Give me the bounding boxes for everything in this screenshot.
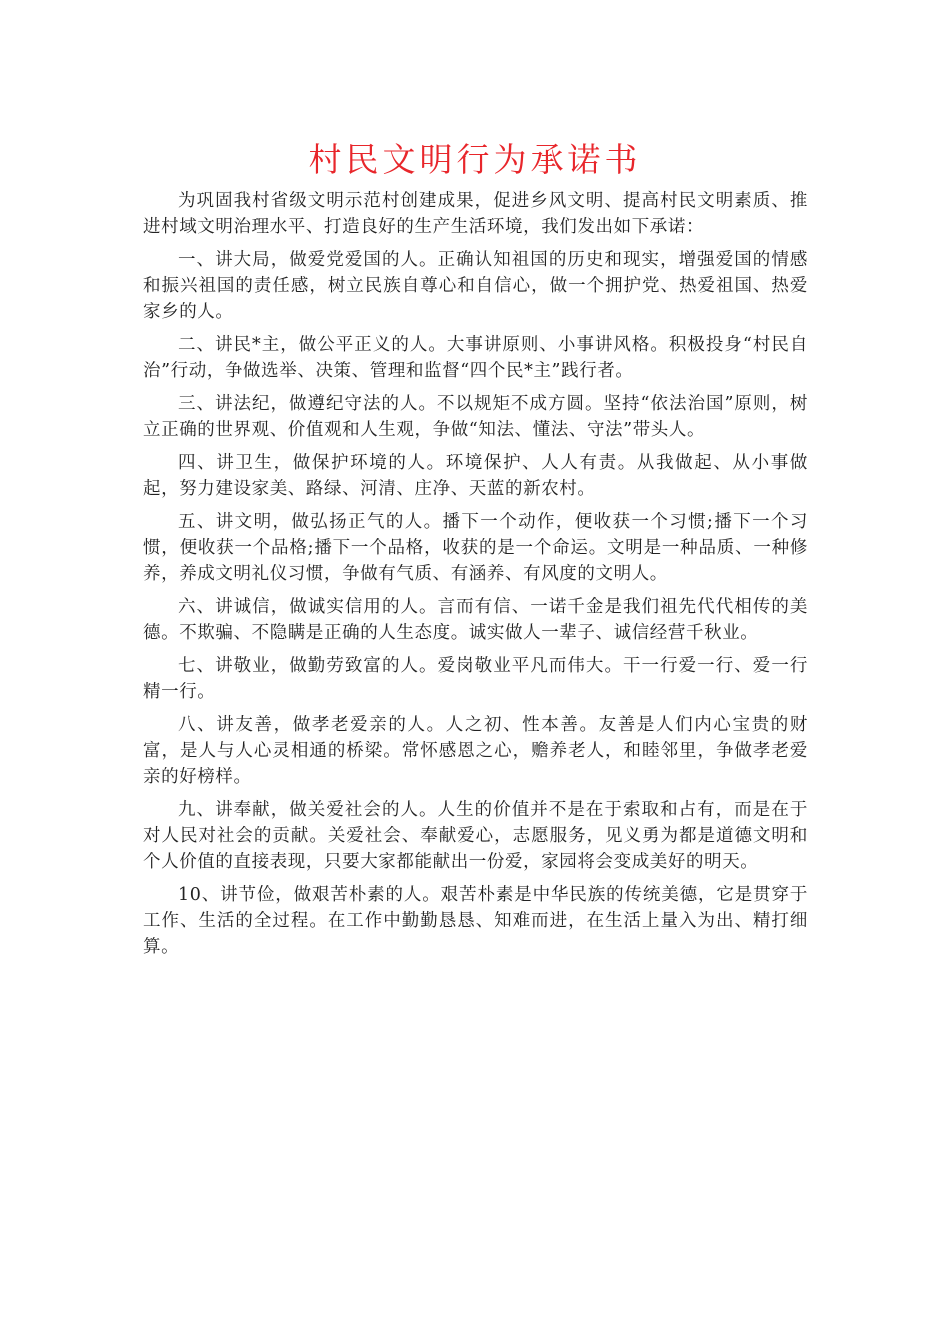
paragraph-pledge-2: 二、讲民*主，做公平正义的人。大事讲原则、小事讲风格。积极投身“村民自治”行动，争做选举、决策、管理和监督“四个民*主”践行者。: [143, 335, 808, 381]
paragraph-pledge-4: 四、讲卫生，做保护环境的人。环境保护、人人有责。从我做起、从小事做起，努力建设家美、路绿、河清、庄净、天蓝的新农村。: [143, 453, 808, 499]
paragraph-pledge-1: 一、讲大局，做爱党爱国的人。正确认知祖国的历史和现实，增强爱国的情感和振兴祖国的责任感，树立民族自尊心和自信心，做一个拥护党、热爱祖国、热爱家乡的人。: [143, 250, 808, 322]
document-body: [143, 188, 808, 967]
paragraph-pledge-6: 六、讲诚信，做诚实信用的人。言而有信、一诺千金是我们祖先代代相传的美德。不欺骗、不隐瞒是正确的人生态度。诚实做人一辈子、诚信经营千秋业。: [143, 597, 808, 643]
paragraph-pledge-9: 九、讲奉献，做关爱社会的人。人生的价值并不是在于索取和占有，而是在于对人民对社会的贡献。关爱社会、奉献爱心，志愿服务，见义勇为都是道德文明和个人价值的直接表现，只要大家都能献出一份爱，家园将会变成美好的明天。: [143, 800, 808, 872]
paragraph-pledge-10: 10、讲节俭，做艰苦朴素的人。艰苦朴素是中华民族的传统美德，它是贯穿于工作、生活的全过程。在工作中勤勤恳恳、知难而进，在生活上量入为出、精打细算。: [143, 885, 808, 957]
paragraph-pledge-3: 三、讲法纪，做遵纪守法的人。不以规矩不成方圆。坚持“依法治国”原则，树立正确的世界观、价值观和人生观，争做“知法、懂法、守法”带头人。: [143, 394, 808, 440]
document-title: 村民文明行为承诺书: [308, 140, 642, 179]
paragraph-pledge-8: 八、讲友善，做孝老爱亲的人。人之初、性本善。友善是人们内心宝贵的财富，是人与人心灵相通的桥梁。常怀感恩之心，赡养老人，和睦邻里，争做孝老爱亲的好榜样。: [143, 715, 808, 787]
paragraph-intro: 为巩固我村省级文明示范村创建成果，促进乡风文明、提高村民文明素质、推进村域文明治理水平、打造良好的生产生活环境，我们发出如下承诺：: [143, 191, 808, 237]
paragraph-pledge-7: 七、讲敬业，做勤劳致富的人。爱岗敬业平凡而伟大。干一行爱一行、爱一行精一行。: [143, 656, 808, 702]
paragraph-pledge-5: 五、讲文明，做弘扬正气的人。播下一个动作，便收获一个习惯;播下一个习惯，便收获一个品格;播下一个品格，收获的是一个命运。文明是一种品质、一种修养，养成文明礼仪习惯，争做有气质、有涵养、有风度的文明人。: [143, 512, 808, 584]
